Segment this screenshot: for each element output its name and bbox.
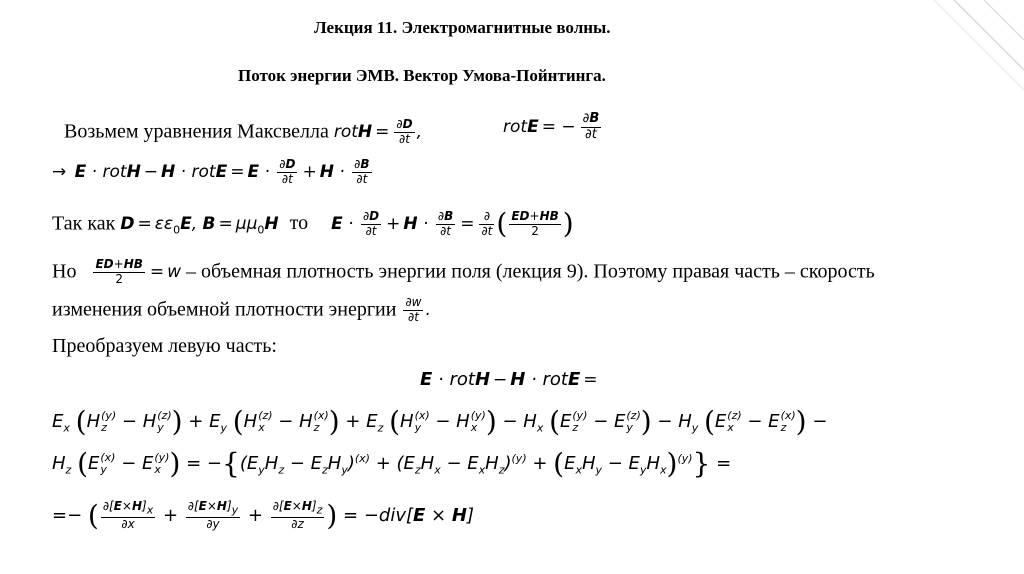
intro-text: Возьмем уравнения Максвелла bbox=[64, 120, 329, 143]
rate-text: изменения объемной плотности энергии bbox=[52, 298, 397, 321]
divergence-equation: =− ( $\frac{\partial[E\times H]_x}{\partial x}$ + $\frac{\partial[E\times H]_y}{\partial y}$ + $\frac{\partial[E\times H]_z}{\partial z}$ ) = −div[E × H] bbox=[52, 498, 474, 532]
material-relations: $D = \varepsilon\varepsilon_0E$, $B = \mu\mu_0H$ bbox=[120, 214, 279, 237]
left-side-equation: E · rotH − H · rotE = bbox=[420, 369, 598, 390]
expanded-equation-2: $H_z$ (E (x) y − E (y) x ) = $-\{(E_yH_z - E_zH_y)^{(x)} + (E_zH_x - E_xH_z)^{(y)} + (E_xH_y - E_yH_x)^{(y)}\}$ = bbox=[52, 447, 732, 480]
transform-text: Преобразуем левую часть: bbox=[52, 335, 277, 357]
maxwell-eq-2: rotE = − $\frac{\partial B}{\partial t}$ bbox=[503, 111, 600, 142]
section-title: Поток энергии ЭМВ. Вектор Умова-Пойнтинга. bbox=[238, 66, 606, 85]
since-text: Так как bbox=[52, 212, 116, 235]
rate-derivative: $\frac{\partial w}{\partial t}$ . bbox=[405, 295, 431, 324]
rate-line bbox=[52, 296, 431, 325]
energy-density: $\frac{ED+HB}{2}$ = w bbox=[95, 257, 182, 286]
energy-density-line bbox=[52, 258, 875, 287]
material-relations-line bbox=[52, 207, 574, 241]
lecture-title: Лекция 11. Электромагнитные волны. bbox=[314, 18, 611, 37]
then-text: то bbox=[289, 212, 309, 235]
expanded-equation-1: $E_x$ (H (y) z − H (z) y ) + $E_y$ (H (z) x − H (x) z ) + $E_z$ (H (x) y − H (y) x ) − $H_x$ (E (y) z − E (z) y ) − $H_y$ (E (z) x − E (x) z ) − bbox=[52, 405, 828, 438]
maxwell-eq-1: rotH = $\frac{\partial D}{\partial t}$ , bbox=[333, 117, 422, 146]
but-text: Но bbox=[52, 260, 77, 283]
derived-equation: → E · rotH − H · rotE = E · $\frac{\partial D}{\partial t}$ + H · $\frac{\partial B}{\partial t}$ bbox=[52, 157, 370, 186]
maxwell-line bbox=[64, 118, 422, 147]
energy-density-text: – объемная плотность энергии поля (лекция 9). Поэтому правая часть – скорость bbox=[186, 260, 875, 283]
energy-derivative: E · $\frac{\partial D}{\partial t}$ + H · $\frac{\partial B}{\partial t}$ = $\frac{\partial}{\partial t}$ ( $\frac{ED+HB}{2}$ ) bbox=[331, 207, 574, 241]
corner-decoration bbox=[934, 0, 1024, 90]
